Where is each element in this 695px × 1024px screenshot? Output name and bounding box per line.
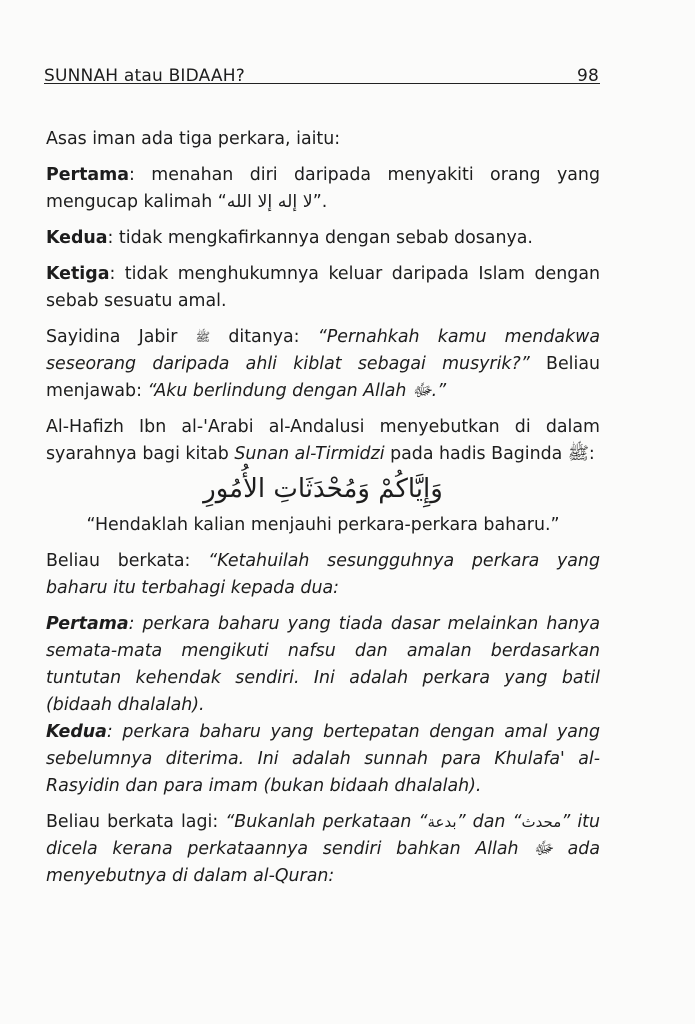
paragraph-further-statement: Beliau berkata lagi: “Bukanlah perkataan “بدعة” dan “محدث” itu dicela kerana perkataannya sendiri bahkan Allah ﷻ ada menyebutnya di dalam al-Quran: (46, 812, 601, 886)
arabic-hadith: وَإِيَّاكُمْ وَمُحْدَثَاتِ الأُمُورِ (203, 474, 443, 504)
body-text (46, 126, 600, 899)
lead-word: Kedua (46, 722, 107, 742)
running-header (44, 56, 599, 86)
paragraph-third-principle: Ketiga: tidak menghukumnya keluar daripada Islam dengan sebab sesuatu amal. (46, 264, 600, 311)
lead-word: Pertama (46, 614, 129, 634)
paragraph-second-type: Kedua: perkara baharu yang bertepatan dengan amal yang sebelumnya diterima. Ini adalah sunnah para Khulafa' al-Rasyidin dan para imam (bukan bidaah dhalalah). (46, 722, 600, 796)
paragraph-jabir: Sayidina Jabir ﷺ ditanya: “Pernahkah kamu mendakwa seseorang daripada ahli kiblat sebagai musyrik?” Beliau menjawab: “Aku berlindung dengan Allah ﷻ.” (46, 327, 600, 401)
paragraph-second-principle: Kedua: tidak mengkafirkannya dengan sebab dosanya. (46, 228, 533, 248)
paragraph-intro: Asas iman ada tiga perkara, iaitu: (46, 129, 341, 149)
paragraph-first-type: Pertama: perkara baharu yang tiada dasar melainkan hanya semata-mata mengikuti nafsu dan amalan berdasarkan tuntutan kehendak sendiri. Ini adalah perkara yang batil (bidaah dhalalah). (46, 614, 600, 715)
lead-word: Kedua (46, 228, 108, 248)
lead-word: Ketiga (46, 264, 110, 284)
page-number: 98 (576, 66, 599, 86)
hadith-translation: “Hendaklah kalian menjauhi perkara-perkara baharu.” (86, 515, 560, 535)
arabic-word-bidah: بدعة (427, 813, 457, 831)
arabic-word-muhdath: محدث (521, 813, 562, 831)
honorific-glyph: ﷺ (195, 330, 211, 344)
paragraph-ibn-arabi: Al-Hafizh Ibn al-'Arabi al-Andalusi menyebutkan di dalam syarahnya bagi kitab Sunan al-Tirmidzi pada hadis Baginda ﷺ: (46, 417, 600, 464)
header-rule (44, 83, 600, 84)
paragraph-explanation-intro: Beliau berkata: “Ketahuilah sesungguhnya perkara yang baharu itu terbahagi kepada dua: (46, 551, 600, 598)
running-title: SUNNAH atau BIDAAH? (44, 66, 245, 86)
book-title: Sunan al-Tirmidzi (234, 444, 385, 464)
lead-word: Pertama (46, 165, 130, 185)
paragraph-first-principle: Pertama: menahan diri daripada menyakiti orang yang mengucap kalimah “لا إله إلا الله”. (46, 165, 600, 212)
